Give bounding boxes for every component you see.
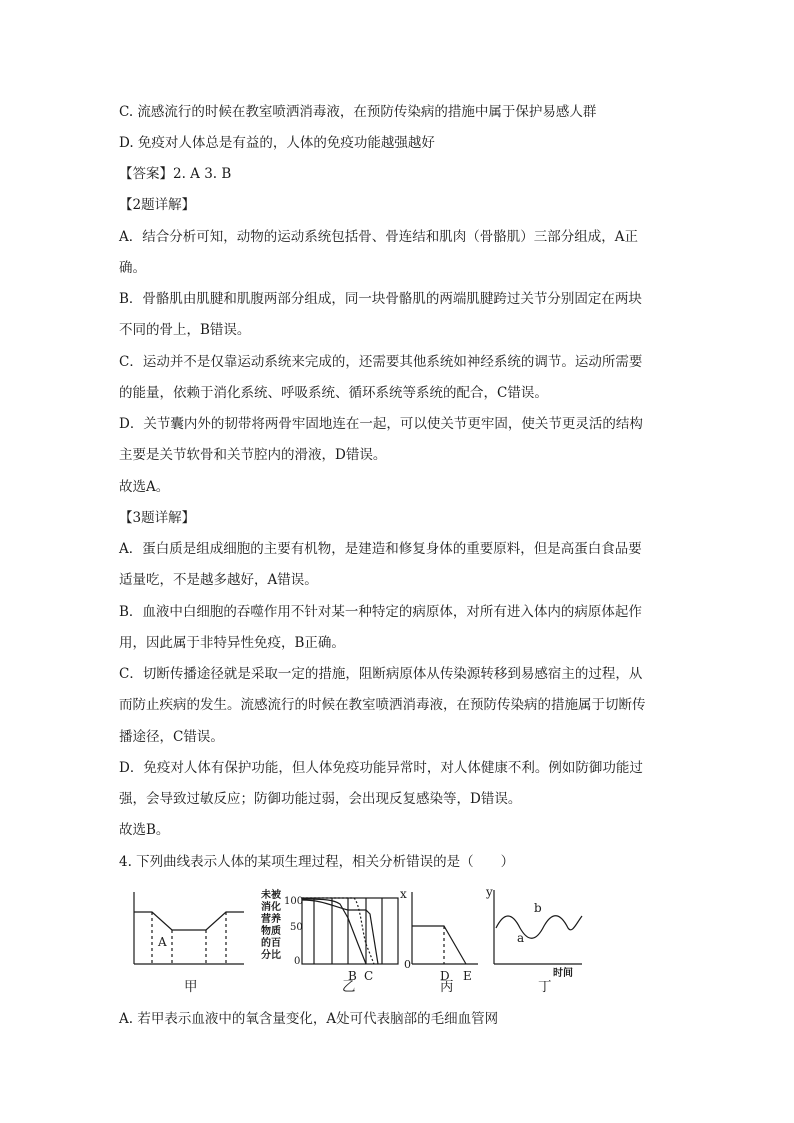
- question-stem: 4. 下列曲线表示人体的某项生理过程，相关分析错误的是（ ）: [119, 854, 515, 870]
- caption-bing: 丙: [440, 979, 454, 995]
- ding-xlabel: 时间: [553, 968, 573, 979]
- text-line: 确。: [119, 260, 146, 276]
- text-line: 而防止疾病的发生。流感流行的时候在教室喷洒消毒液，在预防传染病的措施属于切断传: [119, 697, 646, 713]
- text-line: D．关节囊内外的韧带将两骨牢固地连在一起，可以使关节更牢固，使关节更灵活的结构: [119, 416, 643, 432]
- text-line: A．结合分析可知，动物的运动系统包括骨、骨连结和肌肉（骨骼肌）三部分组成，A正: [119, 229, 638, 245]
- yi-ylabel-line: 未被: [261, 890, 281, 901]
- yi-tick-50: 50: [290, 922, 303, 933]
- text-line: D．免疫对人体有保护功能，但人体免疫功能异常时，对人体健康不利。例如防御功能过: [119, 760, 643, 776]
- bing-zero: 0: [404, 958, 411, 971]
- yi-xlabel-c: C: [364, 969, 374, 983]
- text-line: 播途径，C错误。: [119, 729, 224, 745]
- text-line: C．切断传播途径就是采取一定的措施，阻断病原体从传染源转移到易感宿主的过程，从: [119, 666, 643, 682]
- caption-jia: 甲: [184, 979, 198, 995]
- yi-ylabel-line: 分比: [261, 950, 281, 961]
- text-line: 的能量，依赖于消化系统、呼吸系统、循环系统等系统的配合，C错误。: [119, 385, 548, 401]
- section-heading: 【3题详解】: [119, 510, 196, 526]
- bing-xlabel-d: D: [440, 969, 450, 983]
- text-line: 不同的骨上，B错误。: [119, 322, 251, 338]
- ding-ylabel: y: [486, 885, 493, 899]
- caption-ding: 丁: [538, 979, 552, 995]
- text-line: 适量吃，不是越多越好，A错误。: [119, 572, 318, 588]
- text-line: C．运动并不是仅靠运动系统来完成的，还需要其他系统如神经系统的调节。运动所需要: [119, 354, 643, 370]
- text-line: 强，会导致过敏反应；防御功能过弱，会出现反复感染等，D错误。: [119, 791, 522, 807]
- text-line: D. 免疫对人体总是有益的，人体的免疫功能越强越好: [119, 135, 435, 151]
- option-a: A. 若甲表示血液中的氧含量变化，A处可代表脑部的毛细血管网: [119, 1011, 499, 1027]
- graph-jia: [134, 892, 244, 964]
- yi-ylabel-line: 的百: [261, 938, 281, 949]
- yi-xlabel-b: B: [348, 969, 357, 983]
- graph-yi-ylabel: [261, 888, 282, 961]
- text-line: B．骨骼肌由肌腱和肌腹两部分组成，同一块骨骼肌的两端肌腱跨过关节分别固定在两块: [119, 291, 642, 307]
- text-line: 主要是关节软骨和关节腔内的滑液，D错误。: [119, 447, 387, 463]
- yi-ylabel-line: 物质: [261, 926, 281, 937]
- text-line: 故选A。: [119, 479, 170, 495]
- yi-tick-0: 0: [294, 956, 301, 967]
- graph-yi: [302, 898, 398, 964]
- bing-xlabel-e: E: [463, 969, 472, 983]
- text-line: B．血液中白细胞的吞噬作用不针对某一种特定的病原体，对所有进入体内的病原体起作: [119, 604, 642, 620]
- text-line: C. 流感流行的时候在教室喷洒消毒液，在预防传染病的措施中属于保护易感人群: [119, 104, 597, 120]
- text-line: 用，因此属于非特异性免疫，B正确。: [119, 635, 345, 651]
- bing-ylabel: x: [400, 887, 407, 901]
- yi-tick-100: 100: [284, 896, 304, 907]
- text-line: 故选B。: [119, 822, 170, 838]
- label-a-jia: A: [158, 935, 167, 949]
- caption-yi: 乙: [342, 979, 356, 995]
- ding-label-b: b: [534, 901, 542, 915]
- section-heading: 【2题详解】: [119, 197, 196, 213]
- ding-label-a: a: [517, 931, 525, 945]
- answer-line: 【答案】2. A 3. B: [119, 166, 232, 182]
- text-line: A．蛋白质是组成细胞的主要有机物，是建造和修复身体的重要原料，但是高蛋白食品要: [119, 541, 642, 557]
- yi-ylabel-line: 消化: [261, 902, 281, 913]
- yi-ylabel-line: 营养: [261, 914, 281, 925]
- graph-bing: [412, 892, 478, 964]
